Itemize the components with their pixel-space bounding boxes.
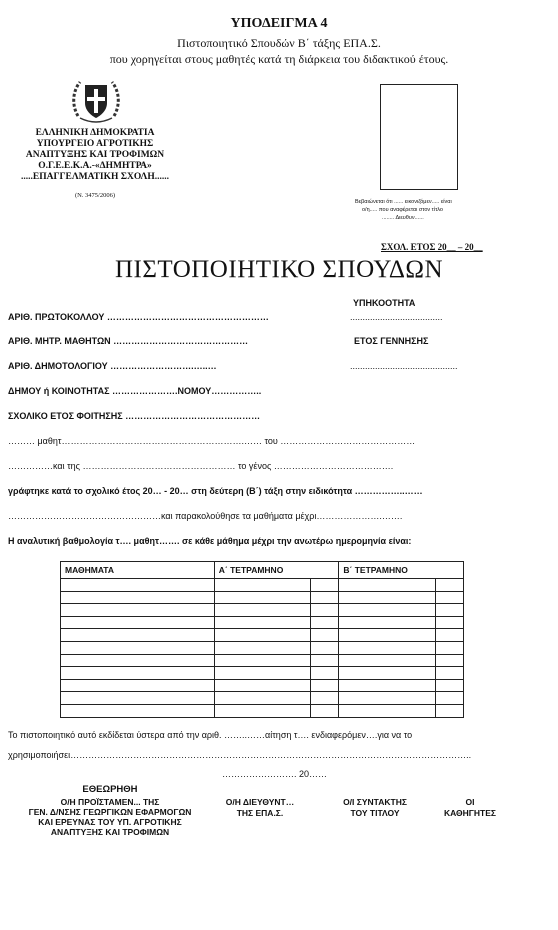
grades-intro: Η αναλυτική βαθμολογία τ…. μαθητ……. σε κάθε μάθημα μέχρι την ανωτέρω ημερομηνία είναι: [8, 536, 412, 546]
grade-row [61, 667, 464, 680]
grade-row [61, 616, 464, 629]
authority-line: ΕΛΛΗΝΙΚΗ ΔΗΜΟΚΡΑΤΙΑ [35, 128, 155, 138]
law-reference: (Ν. 3475/2006) [74, 192, 116, 199]
authority-line: ΥΠΟΥΡΓΕΙΟ ΑΓΡΟΤΙΚΗΣ [36, 139, 154, 149]
grade-cell [339, 616, 435, 629]
grade-cell [61, 704, 215, 717]
grade-cell [435, 667, 463, 680]
author-signature: ΤΟΥ ΤΙΤΛΟΥ [350, 808, 400, 818]
birth-year-label: ΕΤΟΣ ΓΕΝΝΗΣΗΣ [354, 336, 429, 346]
certification-line: ο/η..... που αναφέρεται στον τίτλο [362, 207, 443, 213]
grade-cell [214, 692, 310, 705]
student-name-line: ……… μαθητ…………………………………………………….…… του ……………………………………… [8, 436, 416, 446]
grade-cell [214, 654, 310, 667]
grade-row [61, 704, 464, 717]
grade-cell [435, 616, 463, 629]
grade-cell [61, 692, 215, 705]
grade-cell [339, 704, 435, 717]
grade-cell [339, 604, 435, 617]
inspection-line: ΓΕΝ. Δ/ΝΣΗΣ ΓΕΩΡΓΙΚΩΝ ΕΦΑΡΜΟΓΩΝ [28, 807, 192, 817]
grade-cell [435, 629, 463, 642]
grade-cell [61, 579, 215, 592]
grade-cell [339, 629, 435, 642]
page-title: ΠΙΣΤΟΠΟΙΗΤΙΚΟ ΣΠΟΥΔΩΝ [114, 256, 444, 283]
column-header: ΜΑΘΗΜΑΤΑ [61, 562, 215, 579]
grade-cell [311, 629, 339, 642]
grade-cell [311, 704, 339, 717]
grade-cell [339, 579, 435, 592]
grade-cell [61, 604, 215, 617]
grade-cell [311, 667, 339, 680]
teachers-signature: ΚΑΘΗΓΗΤΕΣ [443, 808, 496, 818]
grade-cell [61, 591, 215, 604]
grade-cell [61, 629, 215, 642]
attendance-year-field: ΣΧΟΛΙΚΟ ΕΤΟΣ ΦΟΙΤΗΣΗΣ ……………………………………… [8, 411, 261, 421]
grade-cell [61, 641, 215, 654]
birth-year-dots: ........................................... [350, 361, 458, 371]
inspection-line: ΚΑΙ ΕΡΕΥΝΑΣ ΤΟΥ ΥΠ. ΑΓΡΟΤΙΚΗΣ [38, 817, 182, 827]
grade-cell [214, 629, 310, 642]
grade-cell [339, 692, 435, 705]
inspection-line: ΑΝΑΠΤΥΞΗΣ ΚΑΙ ΤΡΟΦΙΜΩΝ [50, 827, 170, 837]
column-header: Β΄ ΤΕΤΡΑΜΗΝΟ [339, 562, 464, 579]
grade-cell [435, 579, 463, 592]
authority-line: ΑΝΑΠΤΥΞΗΣ ΚΑΙ ΤΡΟΦΙΜΩΝ [25, 150, 165, 160]
grade-cell [435, 704, 463, 717]
grade-cell [61, 654, 215, 667]
grade-row [61, 579, 464, 592]
grade-cell [214, 579, 310, 592]
grade-cell [214, 604, 310, 617]
grade-cell [435, 641, 463, 654]
grade-cell [214, 679, 310, 692]
grade-cell [214, 641, 310, 654]
director-signature: Ο/Η ΔΙΕΥΘΥΝΤ… [225, 797, 295, 807]
teachers-signature: ΟΙ [465, 797, 475, 807]
grade-row [61, 629, 464, 642]
grade-cell [214, 704, 310, 717]
authority-line: .....ΕΠΑΓΓΕΛΜΑΤΙΚΗ ΣΧΟΛΗ...... [20, 172, 169, 182]
protocol-number-field: ΑΡΙΘ. ΠΡΩΤΟΚΟΛΛΟΥ ……………………………………………… [8, 312, 269, 322]
grades-table [60, 561, 464, 718]
grade-row [61, 692, 464, 705]
grade-row [61, 654, 464, 667]
template-subtitle-line1: Πιστοποιητικό Σπουδών Β΄ τάξης ΕΠΑ.Σ. [177, 36, 381, 50]
citizenship-label: ΥΠΗΚΟΟΤΗΤΑ [353, 298, 416, 308]
photo-box [380, 84, 458, 190]
grade-cell [311, 641, 339, 654]
grades-body [61, 579, 464, 718]
grade-cell [214, 667, 310, 680]
grade-cell [435, 591, 463, 604]
author-signature: Ο/Ι ΣΥΝΤΑΚΤΗΣ [343, 797, 407, 807]
certification-line: Βεβαιώνεται ότι ...... εικονιζόμεν..... είναι [355, 199, 452, 205]
template-title: ΥΠΟΔΕΙΓΜΑ 4 [230, 16, 328, 31]
grade-cell [435, 654, 463, 667]
grade-cell [61, 616, 215, 629]
grade-cell [311, 604, 339, 617]
grade-cell [311, 579, 339, 592]
grade-cell [339, 667, 435, 680]
grade-cell [339, 654, 435, 667]
grades-header-row [61, 562, 464, 579]
inspection-title: ΕΘΕΩΡΗΘΗ [82, 784, 138, 795]
grade-row [61, 591, 464, 604]
enrollment-line: γράφτηκε κατά το σχολικό έτος 20… - 20… στη δεύτερη (Β΄) τάξη στην ειδικότητα ……………..…… [8, 486, 423, 496]
municipal-registry-field: ΑΡΙΘ. ΔΗΜΟΤΟΛΟΓΙΟΥ ……………………….…..… [8, 361, 217, 371]
grade-cell [435, 679, 463, 692]
grade-cell [311, 591, 339, 604]
grade-cell [61, 667, 215, 680]
grade-cell [339, 641, 435, 654]
grade-cell [311, 654, 339, 667]
issued-line: Το πιστοποιητικό αυτό εκδίδεται ύστερα από την αριθ. ……..……αίτηση τ…. ενδιαφερόμεν….για να το [8, 730, 413, 740]
grade-cell [311, 616, 339, 629]
certification-line: ........ Διευθυν...... [382, 215, 424, 221]
inspection-line: Ο/Η ΠΡΟΪΣΤΑΜΕΝ... ΤΗΣ [60, 797, 160, 807]
student-registry-field: ΑΡΙΘ. ΜΗΤΡ. ΜΑΘΗΤΩΝ ……………………………………… [8, 336, 249, 346]
column-header: Α΄ ΤΕΤΡΑΜΗΝΟ [214, 562, 339, 579]
municipality-field: ΔΗΜΟΥ ή ΚΟΙΝΟΤΗΤΑΣ ………………….ΝΟΜΟΥ…………….. [8, 386, 262, 396]
grade-cell [214, 616, 310, 629]
grade-cell [435, 604, 463, 617]
date-line: ……………………. 20…… [222, 769, 328, 779]
grade-cell [311, 679, 339, 692]
grade-row [61, 604, 464, 617]
grade-cell [339, 679, 435, 692]
citizenship-dots: ..................................... [350, 312, 443, 322]
director-signature: ΤΗΣ ΕΠΑ.Σ. [236, 808, 284, 818]
greek-coat-of-arms-icon [70, 76, 122, 126]
attendance-line: ……………………………………………και παρακολούθησε τα μαθήματα μέχρι………………….……. [8, 511, 403, 521]
grade-cell [311, 692, 339, 705]
template-subtitle-line2: που χορηγείται στους μαθητές κατά τη διάρκεια του διδακτικού έτους. [109, 52, 449, 66]
grade-cell [339, 591, 435, 604]
grade-cell [214, 591, 310, 604]
grade-row [61, 679, 464, 692]
grade-cell [435, 692, 463, 705]
grade-row [61, 641, 464, 654]
grade-cell [61, 679, 215, 692]
authority-line: Ο.Γ.Ε.Ε.Κ.Α.-«ΔΗΜΗΤΡΑ» [38, 161, 152, 171]
school-year: ΣΧΟΛ. ΕΤΟΣ 20__ – 20__ [381, 242, 483, 252]
use-line: χρησιμοποιήσει…………………………………………………………………………………………………………………….. [8, 750, 472, 760]
parents-line: ……………και της …………………………………………… το γένος …………………………………. [8, 461, 394, 471]
